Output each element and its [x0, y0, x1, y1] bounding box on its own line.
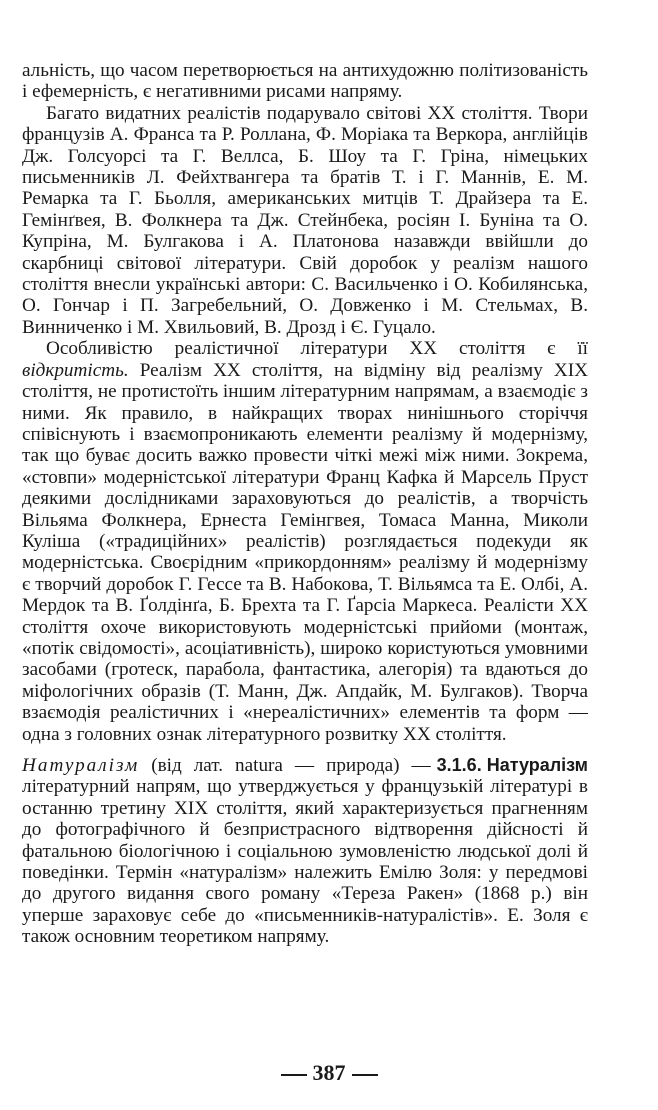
- paragraph-2: Багато видатних реалістів подарувало світові XX століття. Твори французів А. Франса та Р. Роллана, Ф. Моріака та Веркора, англійців Дж. Голсуорсі та Г. Веллса, Б. Шоу та Г. Гріна, німецьких письменників Л. Фейхтвангера та братів Т. і Г. Маннів, Е. М. Ремарка та Г. Бьолля, американських митців Т. Драйзера та Е. Гемінґвея, В. Фолкнера та Дж. Стейнбека, росіян І. Буніна та О. Купріна, М. Булгакова і А. Платонова назавжди ввійшли до скарбниці світової літератури. Свій доробок у реалізм нашого століття внесли українські автори: С. Васильченко і О. Кобилянська, О. Гончар і П. Загребельний, О. Довженко і М. Стельмах, В. Винниченко і М. Хвильовий, В. Дрозд і Є. Гуцало.: [22, 102, 588, 338]
- naturalism-section: [22, 755, 588, 948]
- page-number-dash-right: [352, 1074, 378, 1076]
- page-number-text: 387: [312, 1060, 346, 1085]
- page-number-dash-left: [281, 1074, 307, 1076]
- paragraph-1: альність, що часом перетворюється на антихудожню політизованість і ефемерність, є негативними рисами напряму.: [22, 60, 588, 103]
- definition-text: (від лат. natura — природа) — літературний напрям, що утверджується у французькій літературі в останню третину XIX століття, який характеризується прагненням до фотографічного й безпристрасного відтворення дійсності й фатальною біологічною і соціальною зумовленістю людської долі й поведінки. Термін «натуралізм» належить Емілю Золя: у передмові до другого видання свого роману «Тереза Ракен» (1868 р.) він уперше зараховує себе до «письменників-натуралістів». Е. Золя є також основним теоретиком напряму.: [22, 755, 588, 948]
- paragraph-3-start: Особливістю реалістичної літератури XX століття є її: [46, 338, 588, 360]
- section-heading: 3.1.6. Натуралізм: [436, 755, 588, 775]
- paragraph-3-rest: Реалізм XX століття, на відміну від реалізму XIX століття, не протистоїть іншим літературним напрямам, а взаємодіє з ними. Як правило, в найкращих творах нинішнього сторіччя співіснують і взаємопроникають елементи реалізму й модернізму, так що буває досить важко провести чіткі межі між ними. Зокрема, «стовпи» модерністської літератури Франц Кафка й Марсель Пруст деякими дослідниками зараховуються до реалістів, а творчість Вільяма Фолкнера, Ернеста Гемінгвея, Томаса Манна, Миколи Куліша («традиційних» реалістів) розглядається подекуди як модерністська. Своєрідним «прикордонням» реалізму й модернізму є творчий доробок Г. Гессе та В. Набокова, Т. Вільямса та Е. Олбі, А. Мердок та В. Ґолдінґа, Б. Брехта та Г. Ґарсіа Маркеса. Реалісти XX століття охоче використовують модерністські прийоми (монтаж, «потік свідомості», асоціативність), широко користуються умовними засобами (гротеск, парабола, фантастика, алегорія) та вдаються до міфологічних образів (Т. Манн, Дж. Апдайк, М. Булгаков). Творча взаємодія реалістичних і «нереалістичних» елементів та форм — одна з головних ознак літературного розвитку XX століття.: [22, 359, 589, 745]
- section-term: Натуралізм: [22, 755, 140, 776]
- book-page: [22, 60, 588, 948]
- paragraph-3: [22, 338, 588, 745]
- naturalism-definition: [22, 755, 588, 948]
- page-number: [0, 1060, 658, 1086]
- emphasized-term: відкритість.: [22, 359, 129, 381]
